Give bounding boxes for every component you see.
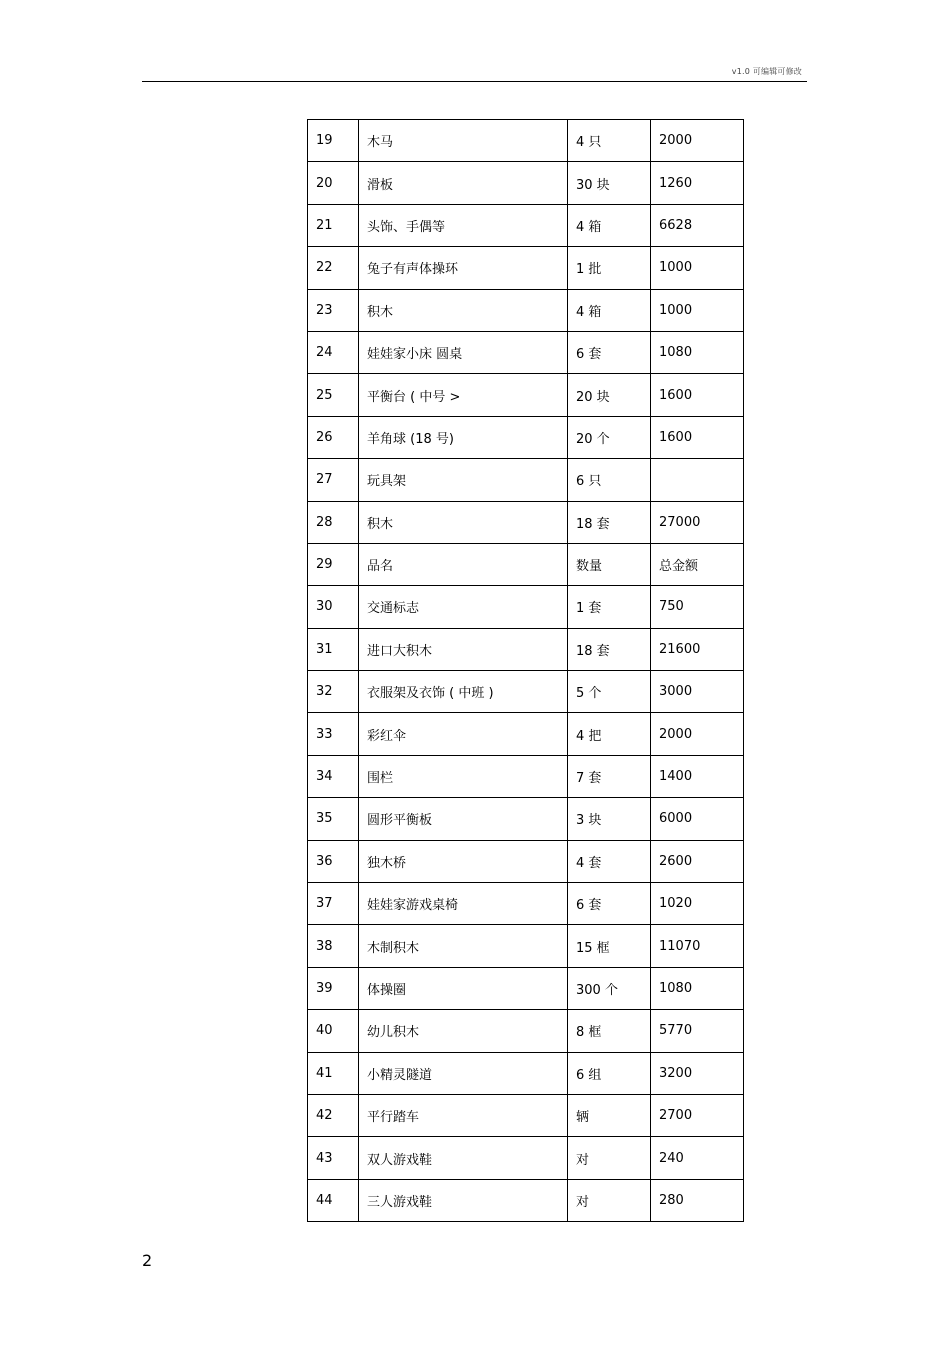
item-name-cell: 玩具架: [359, 459, 568, 501]
item-name-cell: 彩红伞: [359, 713, 568, 755]
amount-cell: 750: [651, 586, 744, 628]
table-row: [308, 798, 744, 840]
amount-cell: 6628: [651, 204, 744, 246]
amount-cell: 1000: [651, 247, 744, 289]
item-name-cell: 积木: [359, 289, 568, 331]
amount-cell: 3200: [651, 1052, 744, 1094]
table-row: [308, 713, 744, 755]
row-index-cell: 34: [308, 755, 359, 797]
quantity-cell: 4 只: [568, 120, 651, 162]
item-name-cell: 滑板: [359, 162, 568, 204]
item-name-cell: 体操圈: [359, 967, 568, 1009]
row-index-cell: 35: [308, 798, 359, 840]
amount-cell: 1000: [651, 289, 744, 331]
row-index-cell: 26: [308, 416, 359, 458]
table-row: [308, 671, 744, 713]
row-index-cell: 24: [308, 331, 359, 373]
item-name-cell: 木制积木: [359, 925, 568, 967]
item-name-cell: 围栏: [359, 755, 568, 797]
row-index-cell: 25: [308, 374, 359, 416]
item-name-cell: 平行踏车: [359, 1094, 568, 1136]
table-row: [308, 459, 744, 501]
row-index-cell: 36: [308, 840, 359, 882]
quantity-cell: 4 箱: [568, 289, 651, 331]
amount-cell: 3000: [651, 671, 744, 713]
row-index-cell: 38: [308, 925, 359, 967]
items-table: [307, 119, 744, 1222]
row-index-cell: 28: [308, 501, 359, 543]
table-row: [308, 331, 744, 373]
table-row: [308, 1010, 744, 1052]
row-index-cell: 32: [308, 671, 359, 713]
quantity-cell: 4 箱: [568, 204, 651, 246]
item-name-cell: 积木: [359, 501, 568, 543]
item-name-cell: 双人游戏鞋: [359, 1137, 568, 1179]
amount-cell: 1400: [651, 755, 744, 797]
quantity-cell: 18 套: [568, 501, 651, 543]
table-row: [308, 1052, 744, 1094]
table-row: [308, 628, 744, 670]
table-row: [308, 586, 744, 628]
table-row: [308, 840, 744, 882]
item-name-cell: 进口大积木: [359, 628, 568, 670]
amount-cell: [651, 459, 744, 501]
item-name-cell: 娃娃家游戏桌椅: [359, 883, 568, 925]
item-name-cell: 娃娃家小床 圆桌: [359, 331, 568, 373]
amount-cell: 27000: [651, 501, 744, 543]
row-index-cell: 37: [308, 883, 359, 925]
quantity-cell: 辆: [568, 1094, 651, 1136]
quantity-cell: 20 块: [568, 374, 651, 416]
quantity-cell: 4 套: [568, 840, 651, 882]
amount-cell: 2700: [651, 1094, 744, 1136]
item-name-cell: 交通标志: [359, 586, 568, 628]
quantity-cell: 对: [568, 1137, 651, 1179]
page-number: 2: [142, 1251, 153, 1270]
table-row: [308, 120, 744, 162]
item-name-cell: 品名: [359, 543, 568, 585]
quantity-cell: 18 套: [568, 628, 651, 670]
row-index-cell: 43: [308, 1137, 359, 1179]
amount-cell: 1600: [651, 416, 744, 458]
amount-cell: 280: [651, 1179, 744, 1221]
amount-cell: 2600: [651, 840, 744, 882]
item-name-cell: 圆形平衡板: [359, 798, 568, 840]
quantity-cell: 300 个: [568, 967, 651, 1009]
row-index-cell: 20: [308, 162, 359, 204]
item-name-cell: 平衡台 ( 中号 >: [359, 374, 568, 416]
quantity-cell: 6 组: [568, 1052, 651, 1094]
row-index-cell: 23: [308, 289, 359, 331]
amount-cell: 1260: [651, 162, 744, 204]
item-name-cell: 羊角球 (18 号): [359, 416, 568, 458]
quantity-cell: 6 套: [568, 331, 651, 373]
table-row: [308, 543, 744, 585]
item-name-cell: 独木桥: [359, 840, 568, 882]
quantity-cell: 6 套: [568, 883, 651, 925]
quantity-cell: 6 只: [568, 459, 651, 501]
row-index-cell: 31: [308, 628, 359, 670]
table-row: [308, 204, 744, 246]
row-index-cell: 44: [308, 1179, 359, 1221]
item-name-cell: 三人游戏鞋: [359, 1179, 568, 1221]
amount-cell: 2000: [651, 713, 744, 755]
table-row: [308, 925, 744, 967]
quantity-cell: 5 个: [568, 671, 651, 713]
table-row: [308, 967, 744, 1009]
amount-cell: 1080: [651, 331, 744, 373]
quantity-cell: 1 套: [568, 586, 651, 628]
row-index-cell: 41: [308, 1052, 359, 1094]
table-row: [308, 247, 744, 289]
row-index-cell: 27: [308, 459, 359, 501]
item-name-cell: 幼儿积木: [359, 1010, 568, 1052]
amount-cell: 5770: [651, 1010, 744, 1052]
quantity-cell: 数量: [568, 543, 651, 585]
row-index-cell: 22: [308, 247, 359, 289]
item-name-cell: 小精灵隧道: [359, 1052, 568, 1094]
amount-cell: 240: [651, 1137, 744, 1179]
quantity-cell: 8 框: [568, 1010, 651, 1052]
amount-cell: 1020: [651, 883, 744, 925]
item-name-cell: 头饰、手偶等: [359, 204, 568, 246]
quantity-cell: 15 框: [568, 925, 651, 967]
amount-cell: 1080: [651, 967, 744, 1009]
quantity-cell: 3 块: [568, 798, 651, 840]
quantity-cell: 20 个: [568, 416, 651, 458]
quantity-cell: 对: [568, 1179, 651, 1221]
quantity-cell: 30 块: [568, 162, 651, 204]
quantity-cell: 4 把: [568, 713, 651, 755]
table-row: [308, 755, 744, 797]
table-row: [308, 289, 744, 331]
amount-cell: 2000: [651, 120, 744, 162]
items-table-body: [308, 120, 744, 1222]
amount-cell: 1600: [651, 374, 744, 416]
table-row: [308, 162, 744, 204]
amount-cell: 总金额: [651, 543, 744, 585]
table-row: [308, 1179, 744, 1221]
row-index-cell: 40: [308, 1010, 359, 1052]
amount-cell: 11070: [651, 925, 744, 967]
table-row: [308, 883, 744, 925]
amount-cell: 6000: [651, 798, 744, 840]
table-row: [308, 374, 744, 416]
table-row: [308, 1094, 744, 1136]
row-index-cell: 29: [308, 543, 359, 585]
quantity-cell: 7 套: [568, 755, 651, 797]
item-name-cell: 兔子有声体操环: [359, 247, 568, 289]
amount-cell: 21600: [651, 628, 744, 670]
row-index-cell: 39: [308, 967, 359, 1009]
row-index-cell: 33: [308, 713, 359, 755]
item-name-cell: 衣服架及衣饰 ( 中班 ): [359, 671, 568, 713]
table-row: [308, 1137, 744, 1179]
table-row: [308, 416, 744, 458]
row-index-cell: 19: [308, 120, 359, 162]
item-name-cell: 木马: [359, 120, 568, 162]
row-index-cell: 30: [308, 586, 359, 628]
row-index-cell: 21: [308, 204, 359, 246]
row-index-cell: 42: [308, 1094, 359, 1136]
quantity-cell: 1 批: [568, 247, 651, 289]
header-version-note: v1.0 可编辑可修改: [731, 67, 802, 76]
header-divider: [142, 81, 807, 82]
table-row: [308, 501, 744, 543]
